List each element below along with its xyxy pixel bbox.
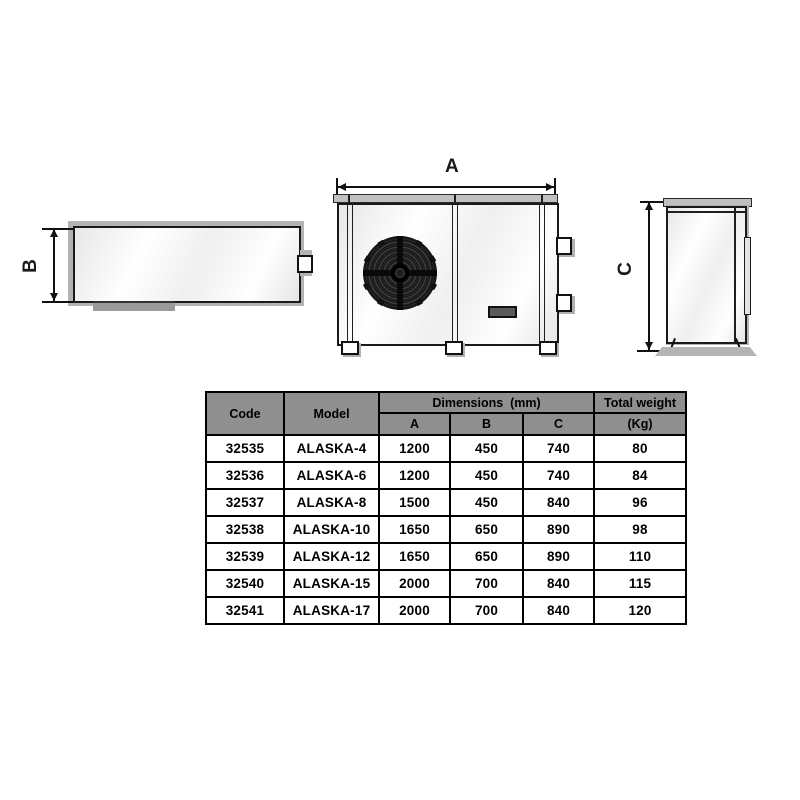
handle-strip (744, 237, 751, 315)
cell-model: ALASKA-6 (284, 462, 379, 489)
top-view-body (73, 226, 301, 303)
table-row (206, 543, 686, 570)
side-view-body (666, 206, 747, 344)
cell-c: 840 (523, 489, 594, 516)
cell-code: 32539 (206, 543, 284, 570)
cell-c: 890 (523, 543, 594, 570)
cell-model: ALASKA-15 (284, 570, 379, 597)
pipe-fitting-icon (297, 255, 313, 273)
table-row (206, 435, 686, 462)
side-inner-line (734, 208, 736, 342)
cell-code: 32540 (206, 570, 284, 597)
display-slot (488, 306, 517, 318)
dim-b-tick-bottom (42, 301, 73, 303)
cap-tick (348, 195, 350, 202)
table-row (206, 570, 686, 597)
cap-tick (454, 195, 456, 202)
cell-c: 890 (523, 516, 594, 543)
cell-weight: 110 (594, 543, 686, 570)
foot-icon (341, 341, 359, 355)
spec-table (205, 391, 687, 625)
dim-b-line (53, 230, 55, 301)
table-row (206, 462, 686, 489)
header-dim-b: B (450, 413, 523, 435)
cell-model: ALASKA-4 (284, 435, 379, 462)
header-model: Model (284, 392, 379, 435)
cell-weight: 84 (594, 462, 686, 489)
cell-code: 32541 (206, 597, 284, 624)
top-view-bottom-bar (93, 301, 175, 311)
table-row (206, 489, 686, 516)
header-dim-c: C (523, 413, 594, 435)
dim-a-arrow-left-icon (338, 183, 346, 191)
table-row (206, 516, 686, 543)
cell-b: 450 (450, 489, 523, 516)
header-dim-a: A (379, 413, 450, 435)
cell-a: 1650 (379, 543, 450, 570)
fan-icon (360, 233, 440, 313)
cell-model: ALASKA-10 (284, 516, 379, 543)
pipe-fitting-icon (556, 237, 572, 255)
cell-b: 700 (450, 597, 523, 624)
cell-a: 1650 (379, 516, 450, 543)
dim-c-arrow-up-icon (645, 202, 653, 210)
front-view-cap (333, 194, 558, 203)
cell-a: 1500 (379, 489, 450, 516)
cell-model: ALASKA-12 (284, 543, 379, 570)
cell-weight: 96 (594, 489, 686, 516)
side-top-line (668, 211, 745, 213)
cell-c: 840 (523, 570, 594, 597)
pipe-fitting-icon (556, 294, 572, 312)
cap-tick (541, 195, 543, 202)
header-code: Code (206, 392, 284, 435)
cell-b: 450 (450, 462, 523, 489)
table-row (206, 597, 686, 624)
dim-a-arrow-right-icon (546, 183, 554, 191)
cell-c: 740 (523, 462, 594, 489)
cell-weight: 115 (594, 570, 686, 597)
dim-c-line (648, 203, 650, 350)
dim-b-arrow-down-icon (50, 293, 58, 301)
foot-icon (445, 341, 463, 355)
cell-b: 700 (450, 570, 523, 597)
foot-icon (539, 341, 557, 355)
panel-divider-right (539, 205, 545, 344)
cell-weight: 80 (594, 435, 686, 462)
panel-divider-center (452, 205, 458, 344)
cell-b: 650 (450, 516, 523, 543)
cell-code: 32535 (206, 435, 284, 462)
cell-model: ALASKA-17 (284, 597, 379, 624)
cell-model: ALASKA-8 (284, 489, 379, 516)
cell-b: 650 (450, 543, 523, 570)
header-dimensions: Dimensions (mm) (379, 392, 594, 413)
dim-c-label: C (614, 262, 636, 276)
header-weight-unit: (Kg) (594, 413, 686, 435)
cell-code: 32536 (206, 462, 284, 489)
cell-a: 2000 (379, 570, 450, 597)
cell-a: 2000 (379, 597, 450, 624)
cell-code: 32537 (206, 489, 284, 516)
cell-a: 1200 (379, 435, 450, 462)
front-view-body (337, 203, 559, 346)
cell-code: 32538 (206, 516, 284, 543)
base-plate (655, 347, 757, 356)
cell-weight: 98 (594, 516, 686, 543)
cell-weight: 120 (594, 597, 686, 624)
dim-c-arrow-down-icon (645, 342, 653, 350)
header-total-weight: Total weight (594, 392, 686, 413)
dim-b-label: B (19, 259, 41, 273)
cell-c: 840 (523, 597, 594, 624)
cell-c: 740 (523, 435, 594, 462)
dim-a-label: A (445, 156, 459, 177)
cell-b: 450 (450, 435, 523, 462)
dim-a-line (338, 186, 554, 188)
cell-a: 1200 (379, 462, 450, 489)
dim-b-arrow-up-icon (50, 229, 58, 237)
panel-divider-left (347, 205, 353, 344)
